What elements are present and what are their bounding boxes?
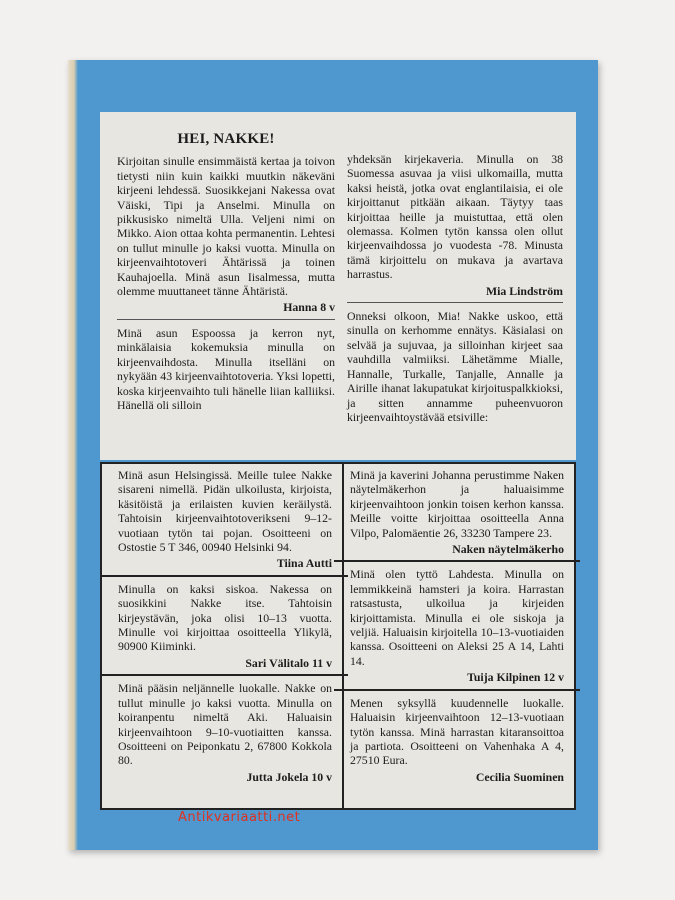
ad-text: Minulla on kaksi siskoa. Nakessa on suosikkini Nakke itse. Tahtoisin kirjeystävän, joka olisi 10–13 vuotta. Minulle voi kirjoittaa osoitteella Ylikylä, 90900 Kiiminki. [118, 581, 332, 654]
divider [102, 674, 348, 676]
letter-signature: Hanna 8 v [283, 300, 335, 315]
penpal-ad [118, 468, 332, 571]
letter-text: Onneksi olkoon, Mia! Nakke uskoo, että sinulla on kerhomme ennätys. Käsialasi on selvää ja sujuvaa, ja silloinhan kirjeet saa vauhdilla valmiiksi. Lähetämme Mialle, Hannalle, Turkalle, Tanjalle, Annalle ja Airille ihanat lakupatukat kirjoituspalkkioksi, ja sitten annamme puheenvuoron kirjeenvaihtoystävää etsiville: [347, 309, 563, 424]
divider [117, 319, 335, 320]
penpal-ad [350, 567, 564, 684]
ad-text: Minä pääsin neljännelle luokalle. Nakke on tullut minulle jo kaksi vuotta. Minulla on koiranpentu nimeltä Aki. Haluaisin kirjeenvaihtoon 9–10-vuotiaitten kanssa. Osoitteeni on Peiponkatu 2, 67800 Kokkola 80. [118, 681, 332, 768]
letter-signature: Mia Lindström [485, 283, 563, 298]
penpal-ad [118, 681, 332, 784]
editor-reply [347, 309, 563, 424]
letter-mia-part-1 [117, 326, 335, 412]
ad-text: Menen syksyllä kuudennelle luokalle. Haluaisin kirjeenvaihtoon 12–13-vuotiaan tytön kanssa. Minä harrastan kitaransoittoa ja partiota. Osoitteeni on Vahenhaka A 4, 27510 Eura. [350, 695, 564, 768]
ad-signature: Jutta Jokela 10 v [246, 769, 332, 784]
penpal-ad [350, 468, 564, 556]
divider [347, 302, 563, 303]
page-heading: HEI, NAKKE! [177, 131, 275, 147]
letters-panel [100, 112, 576, 460]
letter-hanna [117, 154, 335, 314]
ad-signature: Cecilia Suominen [475, 769, 564, 784]
divider [102, 575, 348, 577]
letter-mia-part-2 [347, 152, 563, 298]
page-edge [68, 60, 78, 850]
ad-signature: Naken näytelmäkerho [452, 542, 564, 557]
ad-signature: Tuija Kilpinen 12 v [467, 670, 564, 685]
penpal-ad [350, 696, 564, 784]
ad-text: Minä olen tyttö Lahdesta. Minulla on lemmikkeinä hamsteri ja koira. Harrastan ratsastusta, ulkoilua ja kirjeiden kirjoittamista. Minulla ei ole siskoja ja veljiä. Haluaisin kirjoitella 10–13-vuotiaiden kanssa. Osoitteeni on Aleksi 25 A 14, Lahti 14. [350, 567, 564, 668]
letters-left-column [117, 128, 335, 412]
ad-text: Minä ja kaverini Johanna perustimme Naken näytelmäkerhon ja haluaisimme kirjeenvaihtoon jonkin toisen kerhon kanssa. Meille voitte kirjoittaa osoitteella Anna Vilpo, Palomäentie 26, 33230 Tampere 23. [350, 468, 564, 540]
ad-signature: Tiina Autti [276, 556, 332, 571]
divider [334, 689, 580, 691]
letter-text: yhdeksän kirjekaveria. Minulla on 38 Suomessa asuvaa ja viisi ulkomailla, mutta kaksi heistä, jotka ovat englantilaisia, ei ole kirjoittanut pitkään aikaan. Täytyy taas kirjoittaa heille ja muistuttaa, että olen olemassa. Kolmen tytön kanssa olen ollut kirjeenvaihdossa jo vuodesta -78. Minusta tämä kirjoittelu on mukava ja avartava harrastus. [347, 152, 563, 282]
penpal-right-column [350, 468, 564, 788]
column-divider [342, 464, 344, 808]
letter-text: Kirjoitan sinulle ensimmäistä kertaa ja toivon tietysti niin kuin kaikki muutkin näkeväni kirjeeni lehdessä. Suosikkejani Nakessa ovat Väiski, Tipi ja Anselmi. Minulla on pikkusisko nimeltä Ulla. Veljeni nimi on Mikko. Aion ottaa kohta permanentin. Lehtesi on tullut minulle jo kaksi vuotta. Minulla on kirjeenvaihtotoveri Ähtärissä ja toinen Kauhajoella. Minä asun Iisalmessa, mutta olemme muuttaneet tänne Ähtäristä. [117, 154, 335, 299]
penpal-ads-panel [100, 462, 576, 810]
penpal-ad [118, 582, 332, 670]
divider [334, 560, 580, 562]
letters-right-column [347, 152, 563, 424]
watermark-text: Antikvariaatti.net [178, 810, 301, 825]
ad-text: Minä asun Helsingissä. Meille tulee Nakke sisareni nimellä. Pidän ulkoilusta, kirjoista, käsitöistä ja erilaisten kuvien keräilystä. Tahtoisin kirjeenvaihtotoverikseni 9–12-vuotiaan tytön tai pojan. Osoitteeni on Ostostie 5 T 346, 00940 Helsinki 94. [118, 468, 332, 555]
penpal-left-column [118, 468, 332, 788]
ad-signature: Sari Välitalo 11 v [245, 655, 332, 670]
letter-text: Minä asun Espoossa ja kerron nyt, minkälaisia kokemuksia minulla on kirjeenvaihdosta. Minulla itselläni on nykyään 43 kirjeenvaihtotoveria. Yksi lopetti, koska kirjeenvaihto tuli hänelle liian kalliiksi. Hänellä oli silloin [117, 325, 335, 412]
